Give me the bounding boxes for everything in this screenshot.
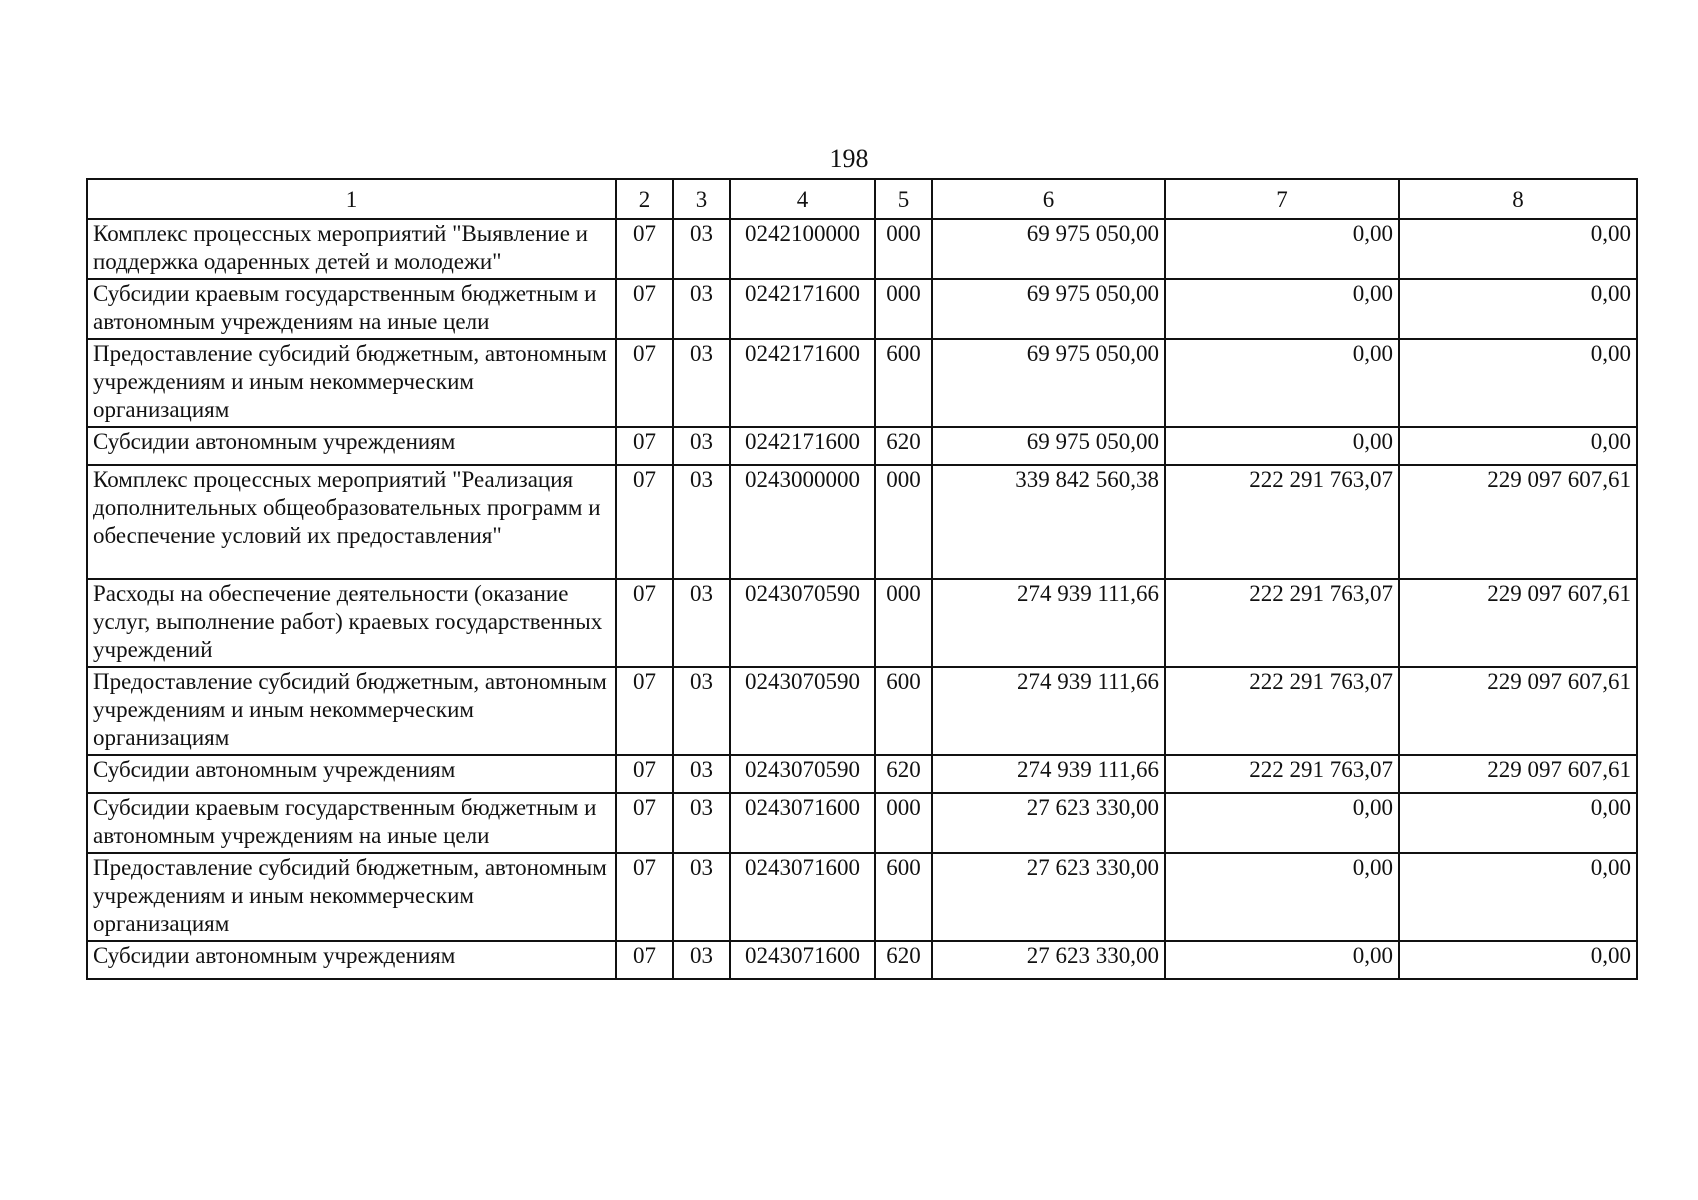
section-code: 07	[616, 667, 673, 755]
row-name: Комплекс процессных мероприятий "Реализация дополнительных общеобразовательных программ и обеспечение условий их предоставления"	[87, 465, 616, 579]
row-name: Субсидии автономным учреждениям	[87, 941, 616, 979]
amount-col-7: 222 291 763,07	[1165, 667, 1399, 755]
amount-col-6: 274 939 111,66	[932, 755, 1165, 793]
row-name: Комплекс процессных мероприятий "Выявление и поддержка одаренных детей и молодежи"	[87, 219, 616, 279]
amount-col-8: 0,00	[1399, 339, 1637, 427]
subsection-code: 03	[673, 853, 730, 941]
amount-col-6: 339 842 560,38	[932, 465, 1165, 579]
column-header: 3	[673, 179, 730, 219]
column-header: 5	[875, 179, 932, 219]
row-name: Субсидии автономным учреждениям	[87, 427, 616, 465]
page-number: 198	[829, 144, 869, 173]
row-name: Предоставление субсидий бюджетным, автономным учреждениям и иным некоммерческим организациям	[87, 667, 616, 755]
subsection-code: 03	[673, 755, 730, 793]
subsection-code: 03	[673, 941, 730, 979]
column-header: 2	[616, 179, 673, 219]
amount-col-7: 0,00	[1165, 427, 1399, 465]
row-name: Субсидии краевым государственным бюджетным и автономным учреждениям на иные цели	[87, 793, 616, 853]
amount-col-7: 0,00	[1165, 339, 1399, 427]
target-item-code: 0242171600	[730, 427, 875, 465]
section-code: 07	[616, 465, 673, 579]
amount-col-7: 0,00	[1165, 279, 1399, 339]
subsection-code: 03	[673, 339, 730, 427]
amount-col-7: 0,00	[1165, 853, 1399, 941]
expense-type-code: 000	[875, 793, 932, 853]
amount-col-6: 69 975 050,00	[932, 339, 1165, 427]
amount-col-8: 229 097 607,61	[1399, 755, 1637, 793]
column-header: 1	[87, 179, 616, 219]
table-row	[87, 339, 1637, 427]
amount-col-8: 229 097 607,61	[1399, 465, 1637, 579]
row-name: Субсидии краевым государственным бюджетным и автономным учреждениям на иные цели	[87, 279, 616, 339]
target-item-code: 0243070590	[730, 579, 875, 667]
row-name: Субсидии автономным учреждениям	[87, 755, 616, 793]
subsection-code: 03	[673, 579, 730, 667]
section-code: 07	[616, 853, 673, 941]
subsection-code: 03	[673, 793, 730, 853]
amount-col-8: 0,00	[1399, 427, 1637, 465]
target-item-code: 0242100000	[730, 219, 875, 279]
amount-col-8: 0,00	[1399, 219, 1637, 279]
section-code: 07	[616, 793, 673, 853]
target-item-code: 0243071600	[730, 853, 875, 941]
target-item-code: 0243070590	[730, 667, 875, 755]
table-row	[87, 219, 1637, 279]
amount-col-8: 0,00	[1399, 279, 1637, 339]
section-code: 07	[616, 339, 673, 427]
section-code: 07	[616, 579, 673, 667]
column-header: 6	[932, 179, 1165, 219]
table-row	[87, 279, 1637, 339]
amount-col-6: 69 975 050,00	[932, 279, 1165, 339]
amount-col-7: 222 291 763,07	[1165, 755, 1399, 793]
amount-col-8: 229 097 607,61	[1399, 579, 1637, 667]
expense-type-code: 620	[875, 941, 932, 979]
amount-col-7: 0,00	[1165, 941, 1399, 979]
target-item-code: 0243000000	[730, 465, 875, 579]
expense-type-code: 000	[875, 279, 932, 339]
amount-col-8: 0,00	[1399, 793, 1637, 853]
row-name: Расходы на обеспечение деятельности (оказание услуг, выполнение работ) краевых государственных учреждений	[87, 579, 616, 667]
amount-col-6: 27 623 330,00	[932, 793, 1165, 853]
expense-type-code: 620	[875, 427, 932, 465]
target-item-code: 0242171600	[730, 279, 875, 339]
expense-type-code: 600	[875, 667, 932, 755]
amount-col-8: 0,00	[1399, 853, 1637, 941]
section-code: 07	[616, 279, 673, 339]
column-header: 7	[1165, 179, 1399, 219]
table-row	[87, 667, 1637, 755]
table-row	[87, 465, 1637, 579]
section-code: 07	[616, 755, 673, 793]
table-row	[87, 941, 1637, 979]
expense-type-code: 000	[875, 579, 932, 667]
subsection-code: 03	[673, 427, 730, 465]
budget-table	[86, 178, 1638, 980]
amount-col-6: 274 939 111,66	[932, 667, 1165, 755]
expense-type-code: 620	[875, 755, 932, 793]
amount-col-7: 0,00	[1165, 793, 1399, 853]
amount-col-6: 27 623 330,00	[932, 941, 1165, 979]
amount-col-8: 229 097 607,61	[1399, 667, 1637, 755]
target-item-code: 0243070590	[730, 755, 875, 793]
subsection-code: 03	[673, 219, 730, 279]
expense-type-code: 000	[875, 219, 932, 279]
amount-col-7: 222 291 763,07	[1165, 465, 1399, 579]
expense-type-code: 000	[875, 465, 932, 579]
table-row	[87, 579, 1637, 667]
expense-type-code: 600	[875, 339, 932, 427]
column-header: 4	[730, 179, 875, 219]
subsection-code: 03	[673, 667, 730, 755]
table-row	[87, 793, 1637, 853]
section-code: 07	[616, 941, 673, 979]
row-name: Предоставление субсидий бюджетным, автономным учреждениям и иным некоммерческим организациям	[87, 853, 616, 941]
amount-col-7: 0,00	[1165, 219, 1399, 279]
table-row	[87, 853, 1637, 941]
subsection-code: 03	[673, 465, 730, 579]
subsection-code: 03	[673, 279, 730, 339]
amount-col-6: 69 975 050,00	[932, 427, 1165, 465]
target-item-code: 0243071600	[730, 941, 875, 979]
amount-col-6: 69 975 050,00	[932, 219, 1165, 279]
target-item-code: 0242171600	[730, 339, 875, 427]
target-item-code: 0243071600	[730, 793, 875, 853]
row-name: Предоставление субсидий бюджетным, автономным учреждениям и иным некоммерческим организациям	[87, 339, 616, 427]
amount-col-6: 274 939 111,66	[932, 579, 1165, 667]
table-row	[87, 755, 1637, 793]
expense-type-code: 600	[875, 853, 932, 941]
section-code: 07	[616, 219, 673, 279]
column-header: 8	[1399, 179, 1637, 219]
table-row	[87, 427, 1637, 465]
header-row	[87, 179, 1637, 219]
amount-col-7: 222 291 763,07	[1165, 579, 1399, 667]
amount-col-8: 0,00	[1399, 941, 1637, 979]
section-code: 07	[616, 427, 673, 465]
amount-col-6: 27 623 330,00	[932, 853, 1165, 941]
